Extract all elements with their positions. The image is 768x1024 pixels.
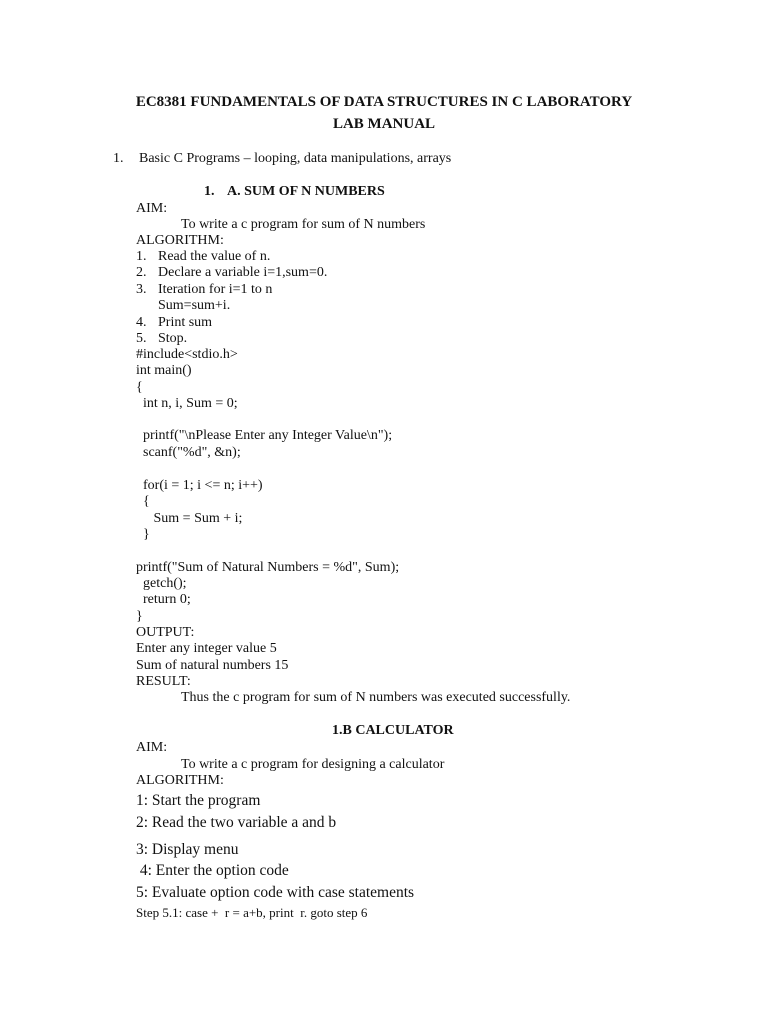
code-line: return 0;	[136, 592, 191, 607]
aim-label: AIM:	[136, 201, 168, 216]
algorithm-step-num: 2.	[136, 265, 147, 280]
code-line: scanf("%d", &n);	[136, 445, 241, 460]
code-line: getch();	[136, 576, 187, 591]
subsection-number: 1.	[204, 184, 215, 199]
document-title-line1: EC8381 FUNDAMENTALS OF DATA STRUCTURES IN C LABORATORY	[135, 94, 633, 110]
section-number: 1.	[113, 151, 124, 166]
output-line: Enter any integer value 5	[136, 641, 277, 656]
calc-step: 3: Display menu	[136, 841, 239, 858]
algorithm-step-num: 4.	[136, 315, 147, 330]
code-line: printf("Sum of Natural Numbers = %d", Sum);	[136, 560, 400, 575]
result-text: Thus the c program for sum of N numbers was executed successfully.	[181, 690, 571, 705]
code-line: }	[136, 609, 143, 624]
calc-step: 2: Read the two variable a and b	[136, 814, 337, 831]
code-line: {	[136, 494, 150, 509]
algorithm-step-text: Print sum	[158, 315, 213, 330]
code-line: Sum = Sum + i;	[136, 511, 243, 526]
result-label: RESULT:	[136, 674, 191, 689]
calc-step: 1: Start the program	[136, 792, 261, 809]
algorithm-step-text: Stop.	[158, 331, 188, 346]
document-title-line2: LAB MANUAL	[332, 116, 436, 132]
algorithm-step-num: 1.	[136, 249, 147, 264]
calc-step: 5: Evaluate option code with case statements	[136, 884, 415, 901]
code-line: #include<stdio.h>	[136, 347, 238, 362]
aim-text: To write a c program for sum of N numbers	[181, 217, 426, 232]
code-line: int main()	[136, 363, 192, 378]
algorithm-label: ALGORITHM:	[136, 233, 224, 248]
code-line: for(i = 1; i <= n; i++)	[136, 478, 263, 493]
algorithm-step-text: Iteration for i=1 to n	[158, 282, 273, 297]
calc-step: 4: Enter the option code	[136, 862, 289, 879]
calc-substep: Step 5.1: case + r = a+b, print r. goto step 6	[136, 905, 368, 920]
section-title: Basic C Programs – looping, data manipulations, arrays	[139, 151, 452, 166]
algorithm-step-text: Declare a variable i=1,sum=0.	[158, 265, 328, 280]
output-label: OUTPUT:	[136, 625, 195, 640]
subsection-heading-calculator: 1.B CALCULATOR	[332, 723, 454, 738]
code-line: {	[136, 380, 143, 395]
output-line: Sum of natural numbers 15	[136, 658, 289, 673]
algorithm-step-text: Read the value of n.	[158, 249, 271, 264]
algorithm-label: ALGORITHM:	[136, 773, 224, 788]
subsection-heading-sum-n: A. SUM OF N NUMBERS	[227, 184, 385, 199]
code-line: printf("\nPlease Enter any Integer Value\n");	[136, 428, 393, 443]
aim-label: AIM:	[136, 740, 168, 755]
aim-text: To write a c program for designing a calculator	[181, 757, 445, 772]
code-line: int n, i, Sum = 0;	[136, 396, 238, 411]
algorithm-step-num: 3.	[136, 282, 147, 297]
algorithm-step-num: 5.	[136, 331, 147, 346]
algorithm-step-text: Sum=sum+i.	[158, 298, 231, 313]
code-line: }	[136, 527, 150, 542]
